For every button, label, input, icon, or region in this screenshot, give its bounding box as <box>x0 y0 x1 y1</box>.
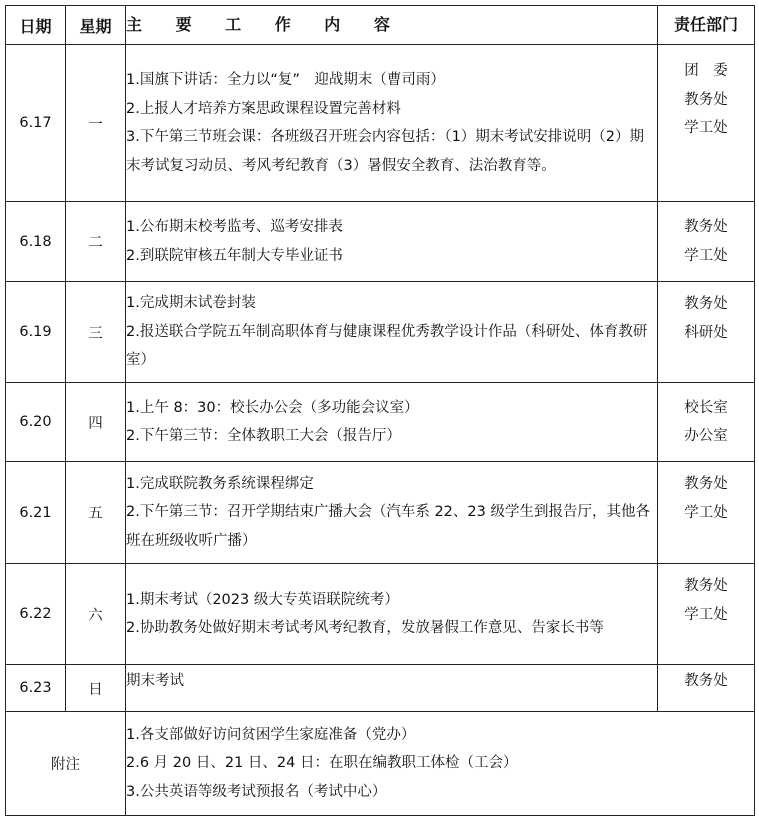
content-line: 1.完成联院教务系统课程绑定 <box>126 475 314 492</box>
dept-line: 学工处 <box>684 606 728 623</box>
note-line: 2.6 月 20 日、21 日、24 日：在职在编教职工体检（工会） <box>126 755 518 772</box>
dept-line: 办公室 <box>684 428 728 444</box>
row-date: 6.21 <box>6 462 66 564</box>
dept-line: 科研处 <box>684 324 728 341</box>
weekly-schedule-table <box>5 5 755 816</box>
row-dept <box>658 564 755 665</box>
content-line: 2.下午第三节：全体教职工大会（报告厅） <box>126 428 401 444</box>
row-dept <box>658 202 755 282</box>
row-dept <box>658 45 755 202</box>
content-line: 2.到联院审核五年制大专毕业证书 <box>126 247 343 264</box>
header-content: 主 要 工 作 内 容 <box>126 6 658 45</box>
dept-line: 学工处 <box>684 247 728 264</box>
header-date: 日期 <box>6 6 66 45</box>
table-row <box>6 462 755 564</box>
note-line: 3.公共英语等级考试预报名（考试中心） <box>126 783 387 800</box>
table-row <box>6 665 755 712</box>
dept-line: 学工处 <box>684 504 728 521</box>
header-row <box>6 6 755 45</box>
row-day: 五 <box>66 462 126 564</box>
row-date: 6.17 <box>6 45 66 202</box>
note-content <box>126 712 755 816</box>
dept-line: 团 委 <box>684 63 728 79</box>
table-row <box>6 202 755 282</box>
row-day: 一 <box>66 45 126 202</box>
content-line: 3.下午第三节班会课：各班级召开班会内容包括：（1）期末考试安排说明（2）期末考试复习动员、考风考纪教育（3）暑假安全教育、法治教育等。 <box>126 129 645 174</box>
row-date: 6.23 <box>6 665 66 712</box>
table-row <box>6 282 755 383</box>
row-day: 日 <box>66 665 126 712</box>
table-row <box>6 564 755 665</box>
dept-line: 教务处 <box>684 476 728 492</box>
content-line: 期末考试 <box>126 673 184 689</box>
content-line: 1.完成期末试卷封装 <box>126 295 256 312</box>
content-line: 1.期末考试（2023 级大专英语联院统考） <box>126 591 399 608</box>
note-line: 1.各支部做好访问贫困学生家庭准备（党办） <box>126 726 416 743</box>
row-day: 六 <box>66 564 126 665</box>
content-line: 2.下午第三节：召开学期结束广播大会（汽车系 22、23 级学生到报告厅，其他各班在班级收听广播） <box>126 504 650 549</box>
dept-line: 教务处 <box>684 296 728 312</box>
content-line: 2.协助教务处做好期末考试考风考纪教育，发放暑假工作意见、告家长书等 <box>126 620 604 636</box>
row-day: 二 <box>66 202 126 282</box>
row-content <box>126 202 658 282</box>
row-date: 6.20 <box>6 383 66 462</box>
dept-line: 教务处 <box>684 578 728 594</box>
table-row <box>6 45 755 202</box>
note-label: 附注 <box>6 712 126 816</box>
content-line: 1.上午 8：30：校长办公会（多功能会议室） <box>126 399 419 416</box>
row-content <box>126 282 658 383</box>
row-date: 6.19 <box>6 282 66 383</box>
row-dept <box>658 282 755 383</box>
header-day: 星期 <box>66 6 126 45</box>
row-date: 6.22 <box>6 564 66 665</box>
row-dept <box>658 383 755 462</box>
row-content <box>126 383 658 462</box>
dept-line: 学工处 <box>684 120 728 136</box>
row-content <box>126 462 658 564</box>
row-content <box>126 564 658 665</box>
note-row <box>6 712 755 816</box>
content-line: 2.上报人才培养方案思政课程设置完善材料 <box>126 100 401 117</box>
row-dept <box>658 665 755 712</box>
content-line: 1.国旗下讲话：全力以“复” 迎战期末（曹司雨） <box>126 72 445 88</box>
row-dept <box>658 462 755 564</box>
dept-line: 校长室 <box>684 399 728 416</box>
header-dept: 责任部门 <box>658 6 755 45</box>
dept-line: 教务处 <box>684 673 728 689</box>
dept-line: 教务处 <box>684 219 728 235</box>
content-line: 1.公布期末校考监考、巡考安排表 <box>126 219 343 235</box>
content-line: 2.报送联合学院五年制高职体育与健康课程优秀教学设计作品（科研处、体育教研室） <box>126 323 648 369</box>
row-day: 三 <box>66 282 126 383</box>
row-content <box>126 45 658 202</box>
dept-line: 教务处 <box>684 91 728 108</box>
row-day: 四 <box>66 383 126 462</box>
row-date: 6.18 <box>6 202 66 282</box>
table-row <box>6 383 755 462</box>
row-content <box>126 665 658 712</box>
